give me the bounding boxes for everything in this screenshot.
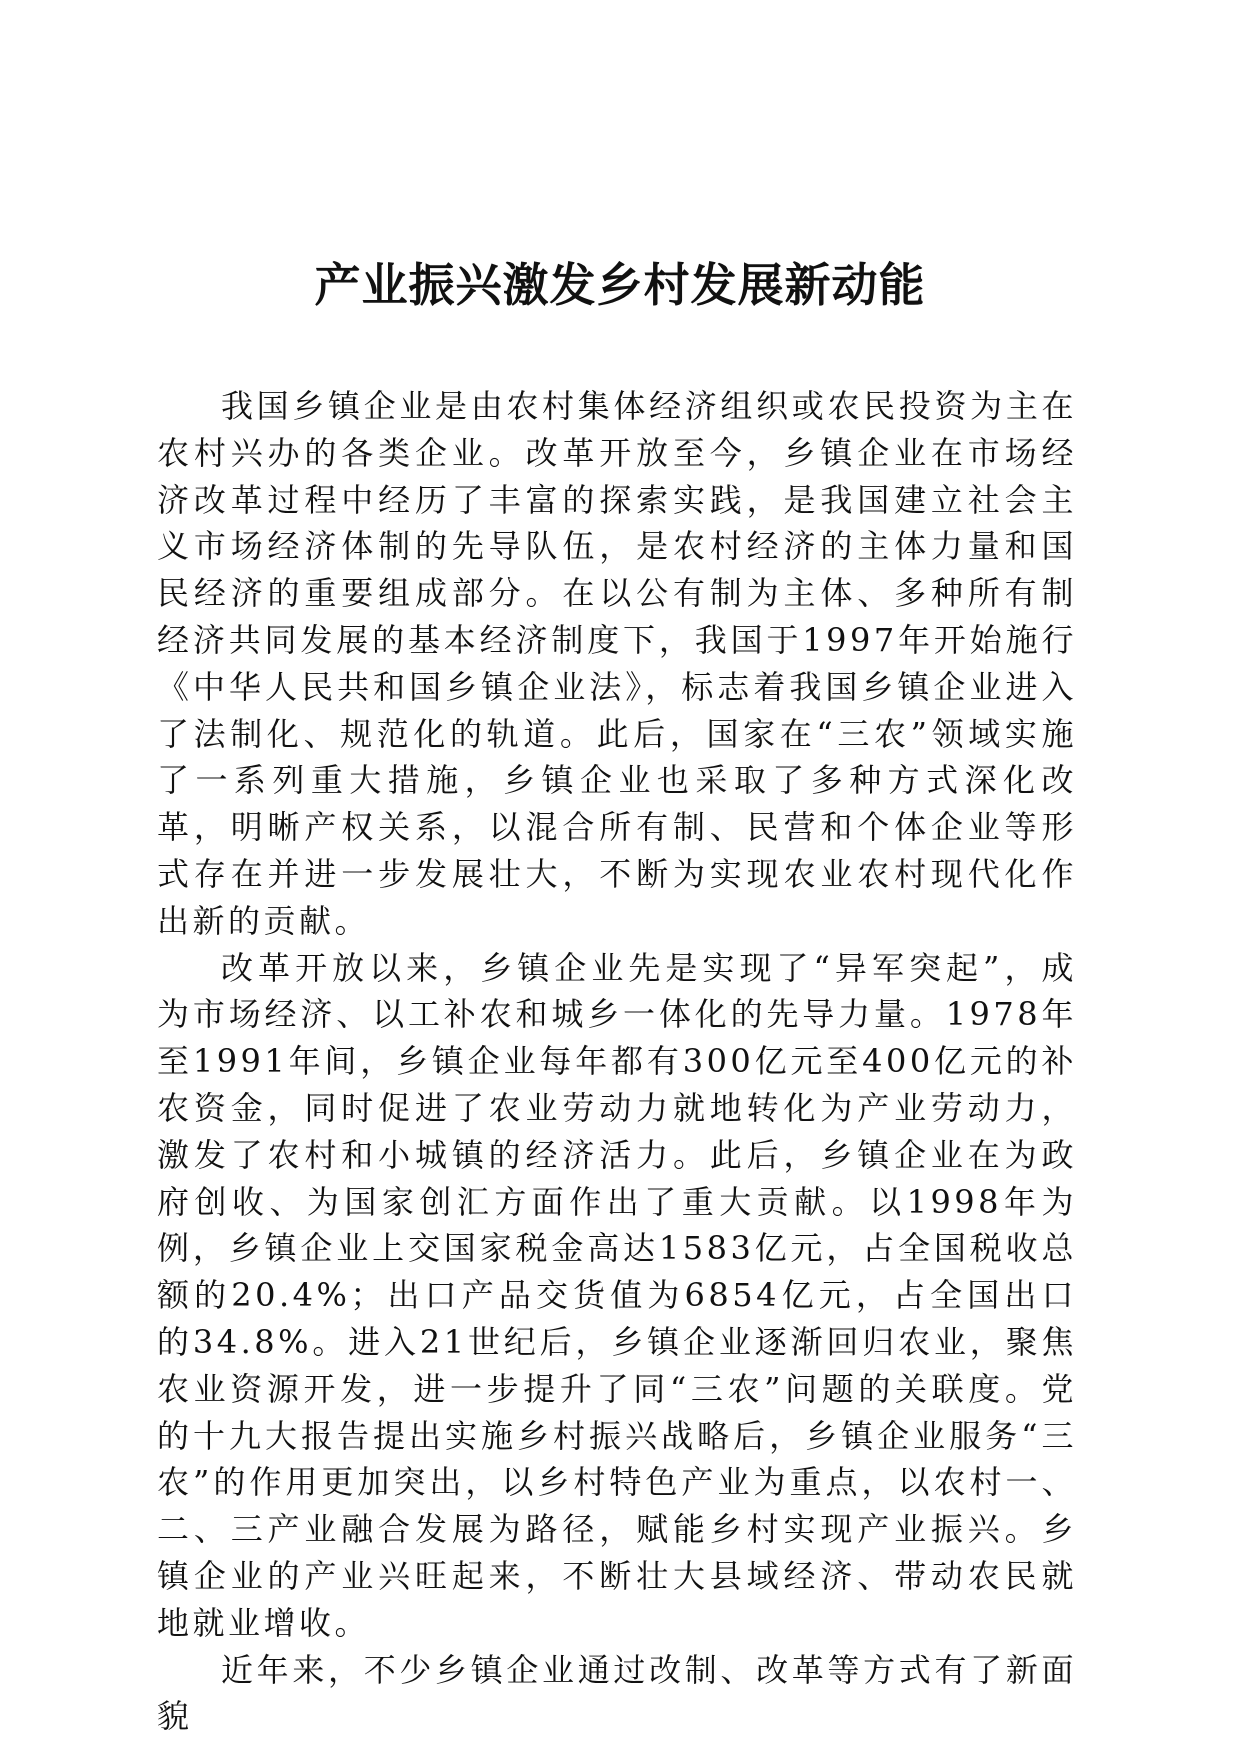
- paragraph-1: 我国乡镇企业是由农村集体经济组织或农民投资为主在农村兴办的各类企业。改革开放至今，乡镇企业在市场经济改革过程中经历了丰富的探索实践，是我国建立社会主义市场经济体制的先导队伍，是农村经济的主体力量和国民经济的重要组成部分。在以公有制为主体、多种所有制经济共同发展的基本经济制度下，我国于1997年开始施行《中华人民共和国乡镇企业法》，标志着我国乡镇企业进入了法制化、规范化的轨道。此后，国家在“三农”领域实施了一系列重大措施，乡镇企业也采取了多种方式深化改革，明晰产权关系，以混合所有制、民营和个体企业等形式存在并进一步发展壮大，不断为实现农业农村现代化作出新的贡献。: [157, 387, 1077, 940]
- paragraph-2: 改革开放以来，乡镇企业先是实现了“异军突起”，成为市场经济、以工补农和城乡一体化的先导力量。1978年至1991年间，乡镇企业每年都有300亿元至400亿元的补农资金，同时促进了农业劳动力就地转化为产业劳动力，激发了农村和小城镇的经济活力。此后，乡镇企业在为政府创收、为国家创汇方面作出了重大贡献。以1998年为例，乡镇企业上交国家税金高达1583亿元，占全国税收总额的20.4%；出口产品交货值为6854亿元，占全国出口的34.8%。进入21世纪后，乡镇企业逐渐回归农业，聚焦农业资源开发，进一步提升了同“三农”问题的关联度。党的十九大报告提出实施乡村振兴战略后，乡镇企业服务“三农”的作用更加突出，以乡村特色产业为重点，以农村一、二、三产业融合发展为路径，赋能乡村实现产业振兴。乡镇企业的产业兴旺起来，不断壮大县域经济、带动农民就地就业增收。: [157, 948, 1077, 1642]
- paragraph-3: 近年来，不少乡镇企业通过改制、改革等方式有了新面貌: [157, 1650, 1077, 1736]
- document-body: [157, 383, 1077, 1740]
- document-title: 产业振兴激发乡村发展新动能: [314, 258, 926, 312]
